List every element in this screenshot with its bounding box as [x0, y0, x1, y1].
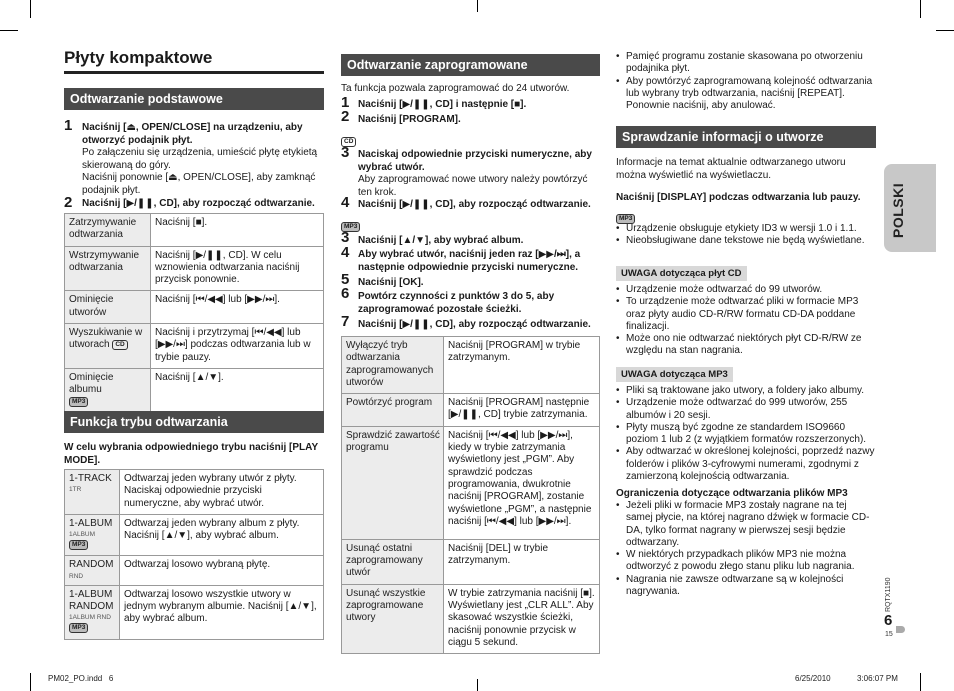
language-label: POLSKI	[890, 182, 906, 238]
program-step: Naciśnij [PROGRAM].	[358, 114, 461, 125]
list-item: • Urządzenie może odtwarzać do 99 utworów.	[616, 284, 876, 296]
step-number: 3	[341, 229, 350, 246]
table-row	[65, 556, 324, 585]
list-item: • To urządzenie może odtwarzać pliki w formacie MP3 oraz płyty audio CD-R/RW formatu CD-DA poddane finalizacji.	[616, 296, 876, 333]
row-label: Sprawdzić zawartość programu	[342, 426, 444, 539]
row-text: Naciśnij [■].	[151, 214, 324, 247]
program-table	[341, 336, 600, 654]
title-rule	[64, 71, 324, 74]
program-step: Naciśnij [▶/❚❚, CD], aby rozpocząć odtwarzanie.	[358, 199, 591, 210]
info-notes	[616, 223, 876, 248]
print-time: 3:06:07 PM	[857, 674, 898, 683]
step-number: 5	[341, 271, 350, 288]
crop-mark	[477, 679, 478, 691]
mode-text: Odtwarzaj jeden wybrany album z płyty. Naciśnij [▲/▼], aby wybrać album.	[120, 514, 324, 556]
mp3-limits	[616, 500, 876, 598]
list-item: • Urządzenie obsługuje etykiety ID3 w wersji 1.0 i 1.1.	[616, 223, 876, 235]
play-mode-table	[64, 469, 324, 640]
crop-mark	[0, 30, 18, 31]
row-label: Ominięcie albumu	[69, 371, 114, 396]
table-row	[65, 214, 324, 247]
page-marker	[896, 626, 905, 633]
mp3-note-heading: UWAGA dotycząca MP3	[616, 367, 733, 382]
list-item: • Aby powtórzyć zaprogramowaną kolejność odtwarzania lub wybrany tryb odtwarzania, naciśnij [REPEAT]. Ponownie naciśnij, aby anulować.	[616, 76, 876, 113]
table-row	[65, 246, 324, 291]
mp3-notes	[616, 385, 876, 483]
list-item: • Aby odtwarzać w określonej kolejności, poprzedź nazwy folderów i plików 3-cyfrowymi numerami, zgodnymi z zamierzoną kolejnością odtwarzania.	[616, 446, 876, 483]
row-label-cell	[65, 324, 151, 369]
program-step: Naciśnij [OK].	[358, 277, 424, 288]
row-label: Usunąć wszystkie zaprogramowane utwory	[342, 584, 444, 653]
program-step-note: Aby zaprogramować nowe utwory należy powtórzyć ten krok.	[358, 174, 588, 198]
mp3-badge: MP3	[69, 540, 88, 550]
program-notes	[616, 51, 876, 112]
program-step: Aby wybrać utwór, naciśnij jeden raz [▶▶/⏭], a następnie odpowiednie przyciski numeryczne.	[358, 249, 581, 273]
table-row	[342, 394, 600, 427]
program-step-instruction: Naciskaj odpowiednie przyciski numeryczne, aby wybrać utwór.	[358, 149, 592, 173]
list-item: • Jeżeli pliki w formacie MP3 zostały nagrane na tej samej płycie, na której nagrano dźwięk w formacie CD-DA, tylko format nagrany w pierwszej sesji będzie odtwarzany.	[616, 500, 876, 549]
row-label: Zatrzymywanie odtwarzania	[65, 214, 151, 247]
row-label: Wyszukiwanie w utworach	[69, 327, 143, 351]
row-text: Naciśnij [▶/❚❚, CD]. W celu wznowienia odtwarzania naciśnij przycisk ponownie.	[151, 246, 324, 291]
table-row	[65, 368, 324, 413]
program-step: Powtórz czynności z punktów 3 do 5, aby zaprogramować pozostałe ścieżki.	[358, 291, 555, 315]
basic-controls-table	[64, 213, 324, 414]
table-row	[65, 514, 324, 556]
print-date: 6/25/2010	[795, 674, 831, 683]
row-label: Powtórzyć program	[342, 394, 444, 427]
file-name: PM02_PO.indd 6	[48, 674, 114, 683]
program-intro: Ta funkcja pozwala zaprogramować do 24 utworów.	[341, 83, 570, 94]
step-number: 2	[341, 108, 350, 125]
display-indicator: 1TR	[69, 486, 82, 494]
row-text: W trybie zatrzymania naciśnij [■]. Wyświetlany jest „CLR ALL”. Aby skasować wszystkie ścieżki, naciśnij ponownie przycisk w ciągu 5 sekund.	[444, 584, 600, 653]
step-1-note: Po załączeniu się urządzenia, umieścić płytę etykietą skierowaną do góry.	[82, 147, 318, 171]
cd-badge: CD	[341, 137, 356, 147]
row-label: Ominięcie utworów	[65, 291, 151, 324]
crop-mark	[920, 673, 921, 691]
table-row	[342, 337, 600, 394]
section-heading-mode: Funkcja trybu odtwarzania	[64, 411, 324, 433]
mp3-badge: MP3	[341, 222, 360, 232]
mode-text: Odtwarzaj losowo wybraną płytę.	[120, 556, 324, 585]
cd-badge: CD	[112, 340, 127, 350]
display-indicator: RND	[69, 572, 84, 580]
step-number: 6	[341, 285, 350, 302]
page-number: 6	[884, 612, 893, 629]
mode-intro: W celu wybrania odpowiedniego trybu naciśnij [PLAY MODE].	[64, 442, 318, 466]
row-label: Usunąć ostatni zaprogramowany utwór	[342, 539, 444, 584]
mp3-badge: MP3	[69, 397, 88, 407]
crop-mark	[30, 673, 31, 691]
table-row	[342, 584, 600, 653]
table-row	[65, 585, 324, 639]
crop-mark	[477, 0, 478, 12]
program-step: Naciśnij [▶/❚❚, CD] i następnie [■].	[358, 99, 527, 110]
row-label-cell	[65, 368, 151, 413]
crop-mark	[30, 0, 31, 18]
list-item: • Płyty muszą być zgodne ze standardem ISO9660 poziom 1 lub 2 (z wyjątkiem formatów rozszerzonych).	[616, 422, 876, 447]
list-item: • Pamięć programu zostanie skasowana po otworzeniu podajnika płyt.	[616, 51, 876, 76]
table-row	[65, 470, 324, 515]
display-indicator: 1ALBUM	[69, 531, 96, 539]
table-row	[342, 539, 600, 584]
row-text: Naciśnij [DEL] w trybie zatrzymanym.	[444, 539, 600, 584]
list-item: • W niektórych przypadkach plików MP3 nie można odtworzyć z powodu złego stanu pliku lub nagrania.	[616, 549, 876, 574]
step-number: 3	[341, 144, 350, 161]
mode-text: Odtwarzaj jeden wybrany utwór z płyty. Naciskaj odpowiednie przyciski numeryczne, aby wybrać utwór.	[120, 470, 324, 515]
row-text: Naciśnij [PROGRAM] następnie [▶/❚❚, CD] trybie zatrzymania.	[444, 394, 600, 427]
mode-text: Odtwarzaj losowo wszystkie utwory w jednym wybranym albumie. Naciśnij [▲/▼], aby wybrać album.	[120, 585, 324, 639]
section-heading-info: Sprawdzanie informacji o utworze	[616, 126, 876, 148]
cd-note-heading: UWAGA dotycząca płyt CD	[616, 266, 747, 281]
mode-label-cell	[65, 514, 120, 556]
mode-label-cell	[65, 585, 120, 639]
step-number: 4	[341, 244, 350, 261]
section-heading-program: Odtwarzanie zaprogramowane	[341, 54, 600, 76]
list-item: • Nieobsługiwane dane tekstowe nie będą wyświetlane.	[616, 235, 876, 247]
page-title: Płyty kompaktowe	[64, 48, 213, 67]
table-row	[342, 426, 600, 539]
list-item: • Pliki są traktowane jako utwory, a foldery jako albumy.	[616, 385, 876, 397]
table-row	[65, 324, 324, 369]
page-number-small: 15	[885, 631, 893, 638]
language-tab	[884, 164, 936, 252]
list-item: • Nagrania nie zawsze odtwarzane są w kolejności nagrywania.	[616, 574, 876, 599]
cd-notes	[616, 284, 876, 358]
list-item: • Może ono nie odtwarzać niektórych płyt CD-R/RW ze względu na stan nagrania.	[616, 333, 876, 358]
row-text: Naciśnij i przytrzymaj [⏮/◀◀] lub [▶▶/⏭] podczas odtwarzania lub w trybie pauzy.	[151, 324, 324, 369]
row-text: Naciśnij [⏮/◀◀] lub [▶▶/⏭].	[151, 291, 324, 324]
mode-label: 1-ALBUM RANDOM	[69, 588, 114, 613]
program-step: Naciśnij [▶/❚❚, CD], aby rozpocząć odtwarzanie.	[358, 319, 591, 330]
step-number: 1	[341, 94, 350, 111]
step-2-instruction: Naciśnij [▶/❚❚, CD], aby rozpocząć odtwarzanie.	[82, 198, 315, 209]
step-1-instruction: Naciśnij [⏏, OPEN/CLOSE] na urządzeniu, aby otworzyć podajnik płyt.	[82, 122, 303, 146]
crop-mark	[920, 0, 921, 18]
info-instruction: Naciśnij [DISPLAY] podczas odtwarzania lub pauzy.	[616, 192, 861, 203]
mode-label: RANDOM	[69, 559, 114, 571]
program-step: Naciśnij [▲/▼], aby wybrać album.	[358, 235, 524, 246]
display-indicator: 1ALBUM RND	[69, 614, 111, 622]
step-number: 7	[341, 313, 350, 330]
crop-mark	[936, 30, 954, 31]
mode-label-cell	[65, 470, 120, 515]
row-text: Naciśnij [⏮/◀◀] lub [▶▶/⏭], kiedy w trybie zatrzymania wyświetlony jest „PGM”. Aby sprawdzić podczas programowania, dwukrotnie naciśnij [PROGRAM], zostanie wyświetlone „PGM”, a następnie naciśnij [⏮/◀◀] lub [▶▶/⏭].	[444, 426, 600, 539]
program-step	[358, 149, 600, 199]
row-text: Naciśnij [PROGRAM] w trybie zatrzymanym.	[444, 337, 600, 394]
mp3-badge: MP3	[69, 623, 88, 633]
step-1-note-2: Naciśnij ponownie [⏏, OPEN/CLOSE], aby zamknąć podajnik płyt.	[82, 172, 316, 196]
mp3-badge: MP3	[616, 214, 635, 224]
mode-label: 1-ALBUM	[69, 517, 113, 529]
mode-label-cell	[65, 556, 120, 585]
list-item: • Urządzenie może odtwarzać do 999 utworów, 255 albumów i 20 sesji.	[616, 397, 876, 422]
step-1	[82, 122, 324, 197]
row-label: Wyłączyć tryb odtwarzania zaprogramowanych utworów	[342, 337, 444, 394]
mp3-limits-heading: Ograniczenia dotyczące odtwarzania plików MP3	[616, 488, 848, 499]
mode-label: 1-TRACK	[69, 473, 112, 484]
doc-code: RQTX1190	[885, 577, 892, 612]
info-text: Informacje na temat aktualnie odtwarzanego utworu można wyświetlić na wyświetlaczu.	[616, 157, 846, 181]
row-text: Naciśnij [▲/▼].	[151, 368, 324, 413]
table-row	[65, 291, 324, 324]
step-number: 4	[341, 194, 350, 211]
step-number: 2	[64, 194, 73, 211]
row-label: Wstrzymywanie odtwarzania	[65, 246, 151, 291]
step-number: 1	[64, 117, 73, 134]
section-heading-basic: Odtwarzanie podstawowe	[64, 88, 324, 110]
